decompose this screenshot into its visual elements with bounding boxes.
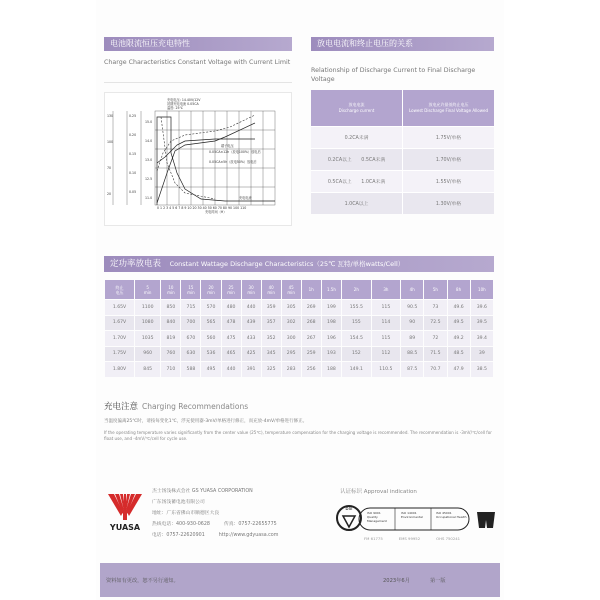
svg-text:0.05CA×5h（放电50%）放电后: 0.05CA×5h（放电50%）放电后 <box>209 160 257 164</box>
value-cell: 440 <box>242 300 261 315</box>
value-cell: 391 <box>242 362 261 377</box>
value-cell: 39 <box>471 347 493 362</box>
svg-text:14.0: 14.0 <box>145 139 153 143</box>
table-row: 1.0CA以上 1.30V/单格 <box>311 192 494 214</box>
header-cell: 10h <box>471 280 493 299</box>
svg-text:100: 100 <box>107 140 114 144</box>
value-cell: 465 <box>222 347 241 362</box>
value-cell: 152 <box>342 347 371 362</box>
charging-text-en: If the operating temperature varies significantly from the center value (25℃), temperature compensation for the charging voltage is recommended. The recommendation is -3mV/℃/cell for float use, and -4mV/℃/cell for cycle use. <box>104 430 492 442</box>
charging-text-cn: 当温度偏离25℃时，请按每变化1℃，浮充使用器-3mV/单格进行修正，而充放-4mV/单格进行修正。 <box>104 419 308 424</box>
svg-text:ISO 9001: ISO 9001 <box>367 511 381 515</box>
divider <box>104 82 292 83</box>
svg-text:ISO 14001: ISO 14001 <box>401 511 417 515</box>
svg-text:Occupational Health: Occupational Health <box>436 515 467 519</box>
value-cell: 196 <box>322 331 341 346</box>
svg-text:13.0: 13.0 <box>145 158 153 162</box>
svg-text:充电电流: 充电电流 <box>239 196 252 200</box>
value-cell: 845 <box>135 362 160 377</box>
ul-mark-icon <box>477 512 495 528</box>
value-cell: 49.6 <box>448 300 470 315</box>
voltage-cell: 1.75V <box>105 347 134 362</box>
value-cell: 87.5 <box>401 362 423 377</box>
value-cell: 495 <box>201 362 220 377</box>
svg-text:温度: 25℃: 温度: 25℃ <box>167 106 184 110</box>
value-cell: 71.5 <box>424 347 446 362</box>
svg-text:YUASA: YUASA <box>109 523 141 532</box>
yuasa-logo-icon <box>104 492 146 532</box>
value-cell: 302 <box>282 316 301 331</box>
value-cell: 570 <box>201 300 220 315</box>
value-cell: 1080 <box>135 316 160 331</box>
charging-section-title: 充电注意 Charging Recommendations <box>104 402 249 412</box>
value-cell: 73 <box>424 300 446 315</box>
svg-text:Environmental: Environmental <box>401 515 423 519</box>
value-cell: 536 <box>201 347 220 362</box>
voltage-cell: 1.67V <box>105 316 134 331</box>
table-header <box>105 280 493 299</box>
header-cell: 终止 电压 <box>105 280 134 299</box>
header-cell: 30 min <box>242 280 261 299</box>
value-cell: 357 <box>262 316 281 331</box>
table-row: 0.2CA未满 1.75V/单格 <box>311 126 494 148</box>
value-cell: 1035 <box>135 331 160 346</box>
value-cell: 352 <box>262 331 281 346</box>
value-cell: 475 <box>222 331 241 346</box>
cert-codes: FM 61775 EMS 99952 OHS 750241 <box>364 536 461 541</box>
value-cell: 283 <box>282 362 301 377</box>
certification-badges <box>335 500 500 550</box>
table-row <box>105 316 493 331</box>
value-cell: 48.5 <box>448 347 470 362</box>
svg-text:0.15: 0.15 <box>129 152 137 156</box>
svg-text:15.0: 15.0 <box>145 120 153 124</box>
value-cell: 90.5 <box>401 300 423 315</box>
charge-characteristics-chart <box>104 92 292 226</box>
svg-text:0.25: 0.25 <box>129 114 137 118</box>
discharge-relation-title-bar <box>311 37 494 51</box>
value-cell: 88.5 <box>401 347 423 362</box>
table-row: 0.2CA以上 0.5CA未满 1.70V/单格 <box>311 148 494 170</box>
header-cell: 10 min <box>161 280 180 299</box>
value-cell: 110.5 <box>372 362 401 377</box>
discharge-relation-title: 放电电流和终止电压的关系 <box>317 39 413 48</box>
header-cell: 4h <box>401 280 423 299</box>
value-cell: 70.7 <box>424 362 446 377</box>
value-cell: 700 <box>181 316 200 331</box>
value-cell: 39.6 <box>471 300 493 315</box>
value-cell: 295 <box>282 347 301 362</box>
header-cell: 15 min <box>181 280 200 299</box>
website-link[interactable]: http://www.gdyuasa.com <box>218 533 279 538</box>
svg-text:12.5: 12.5 <box>145 177 153 181</box>
header-cell: 2h <box>342 280 371 299</box>
value-cell: 89 <box>401 331 423 346</box>
value-cell: 715 <box>181 300 200 315</box>
value-cell: 850 <box>161 300 180 315</box>
header-cell: 45 min <box>282 280 301 299</box>
value-cell: 670 <box>181 331 200 346</box>
value-cell: 72 <box>424 331 446 346</box>
discharge-relation-subtitle: Relationship of Discharge Current to Final Discharge Voltage <box>311 67 476 83</box>
wattage-table-title: 定功率放电表 <box>110 259 162 269</box>
header-cell: 20 min <box>201 280 220 299</box>
value-cell: 433 <box>242 331 261 346</box>
footer-notice: 资料如有更改，恕不另行通知。 <box>106 578 179 584</box>
svg-text:0.20: 0.20 <box>129 133 137 137</box>
header-cell: 5h <box>424 280 446 299</box>
footer-edition: 第一版 <box>430 578 446 584</box>
value-cell: 760 <box>161 347 180 362</box>
company-contact: 杰士汤浅株式会社 GS YUASA CORPORATION 广东汤浅蓄电池有限公司 地址：广东省佛山市顺德区大良 热线电话：400-930-0628 传真：0757-22655775 电话：0757-22620901 http://www.gdyuasa.com <box>152 486 278 541</box>
value-cell: 268 <box>302 316 321 331</box>
svg-text:20: 20 <box>107 192 112 196</box>
voltage-cell: 1.80V <box>105 362 134 377</box>
svg-text:0.05CA×12h（放电100%）放电后: 0.05CA×12h（放电100%）放电后 <box>209 150 261 154</box>
value-cell: 478 <box>222 316 241 331</box>
header-cell: 1.5h <box>322 280 341 299</box>
header-cell: 放电电流 Discharge current <box>311 90 403 126</box>
value-cell: 267 <box>302 331 321 346</box>
value-cell: 198 <box>322 316 341 331</box>
value-cell: 630 <box>181 347 200 362</box>
value-cell: 115 <box>372 331 401 346</box>
header-cell: 3h <box>372 280 401 299</box>
charge-section-title-bar <box>104 37 292 51</box>
svg-text:0 1 2 3 4 5 6 7 8 9 10 20 30 4: 0 1 2 3 4 5 6 7 8 9 10 20 30 40 50 60 70 80 90 100 110 <box>157 206 247 210</box>
value-cell: 72.5 <box>424 316 446 331</box>
value-cell: 819 <box>161 331 180 346</box>
value-cell: 565 <box>201 316 220 331</box>
value-cell: 269 <box>302 300 321 315</box>
svg-text:0.05: 0.05 <box>129 190 137 194</box>
value-cell: 960 <box>135 347 160 362</box>
table-row <box>105 331 493 346</box>
header-cell: 40 min <box>262 280 281 299</box>
value-cell: 1100 <box>135 300 160 315</box>
svg-text:70: 70 <box>107 166 112 170</box>
value-cell: 480 <box>222 300 241 315</box>
value-cell: 300 <box>282 331 301 346</box>
svg-text:Management: Management <box>367 519 387 523</box>
value-cell: 188 <box>322 362 341 377</box>
wattage-table-title-bar <box>104 256 494 272</box>
header-cell: 1h <box>302 280 321 299</box>
value-cell: 439 <box>242 316 261 331</box>
value-cell: 259 <box>302 347 321 362</box>
svg-text:130: 130 <box>107 114 114 118</box>
value-cell: 710 <box>161 362 180 377</box>
svg-text:11.0: 11.0 <box>145 196 153 200</box>
value-cell: 49.5 <box>448 316 470 331</box>
value-cell: 588 <box>181 362 200 377</box>
footer-bar <box>100 563 500 597</box>
header-cell: 8h <box>448 280 470 299</box>
value-cell: 256 <box>302 362 321 377</box>
value-cell: 359 <box>262 300 281 315</box>
value-cell: 149.1 <box>342 362 371 377</box>
value-cell: 840 <box>161 316 180 331</box>
charge-section-title: 电池限流恒压充电特性 <box>110 39 190 48</box>
value-cell: 114 <box>372 316 401 331</box>
value-cell: 38.5 <box>471 362 493 377</box>
svg-text:充电时间（H）: 充电时间（H） <box>205 210 227 214</box>
voltage-cell: 1.70V <box>105 331 134 346</box>
svg-text:ISO 45001: ISO 45001 <box>436 511 452 515</box>
value-cell: 155 <box>342 316 371 331</box>
table-row <box>105 362 493 377</box>
value-cell: 112 <box>372 347 401 362</box>
value-cell: 345 <box>262 347 281 362</box>
value-cell: 47.9 <box>448 362 470 377</box>
header-cell: 5 min <box>135 280 160 299</box>
value-cell: 560 <box>201 331 220 346</box>
value-cell: 115 <box>372 300 401 315</box>
header-cell: 放电允许最低终止电压 Lowest Discharge Final Voltage Allowed <box>408 102 488 113</box>
value-cell: 199 <box>322 300 341 315</box>
value-cell: 440 <box>222 362 241 377</box>
table-row: 0.5CA以上 1.0CA未满 1.55V/单格 <box>311 170 494 192</box>
value-cell: 325 <box>262 362 281 377</box>
bsi-kitemark-icon <box>337 506 361 530</box>
charge-section-subtitle: Charge Characteristics Constant Voltage with Current Limit <box>104 59 291 66</box>
value-cell: 39.5 <box>471 316 493 331</box>
constant-wattage-table <box>104 279 494 378</box>
yuasa-logo <box>104 492 146 536</box>
svg-text:初期充电电流 0.05CA: 初期充电电流 0.05CA <box>167 102 199 106</box>
discharge-relation-table <box>311 90 494 214</box>
chart-svg <box>105 93 293 227</box>
wattage-table-subtitle: Constant Wattage Discharge Characteristics（25℃ 瓦特/单格watts/Cell） <box>169 260 405 268</box>
svg-text:Quality: Quality <box>367 515 378 519</box>
voltage-cell: 1.65V <box>105 300 134 315</box>
table-header <box>311 90 494 126</box>
value-cell: 305 <box>282 300 301 315</box>
table-row <box>105 347 493 362</box>
table-row <box>105 300 493 315</box>
value-cell: 49.2 <box>448 331 470 346</box>
svg-text:充电电压: 14.40V/12V: 充电电压: 14.40V/12V <box>167 98 201 102</box>
header-cell: 25 min <box>222 280 241 299</box>
footer-date: 2023年6月 <box>383 578 410 584</box>
approval-title: 认证标识 Approval indication <box>340 489 417 495</box>
svg-text:端子电压: 端子电压 <box>221 144 234 148</box>
value-cell: 90 <box>401 316 423 331</box>
value-cell: 39.4 <box>471 331 493 346</box>
value-cell: 193 <box>322 347 341 362</box>
value-cell: 425 <box>242 347 261 362</box>
value-cell: 155.5 <box>342 300 371 315</box>
svg-text:bsi: bsi <box>345 506 353 512</box>
value-cell: 154.5 <box>342 331 371 346</box>
svg-text:0.10: 0.10 <box>129 171 137 175</box>
